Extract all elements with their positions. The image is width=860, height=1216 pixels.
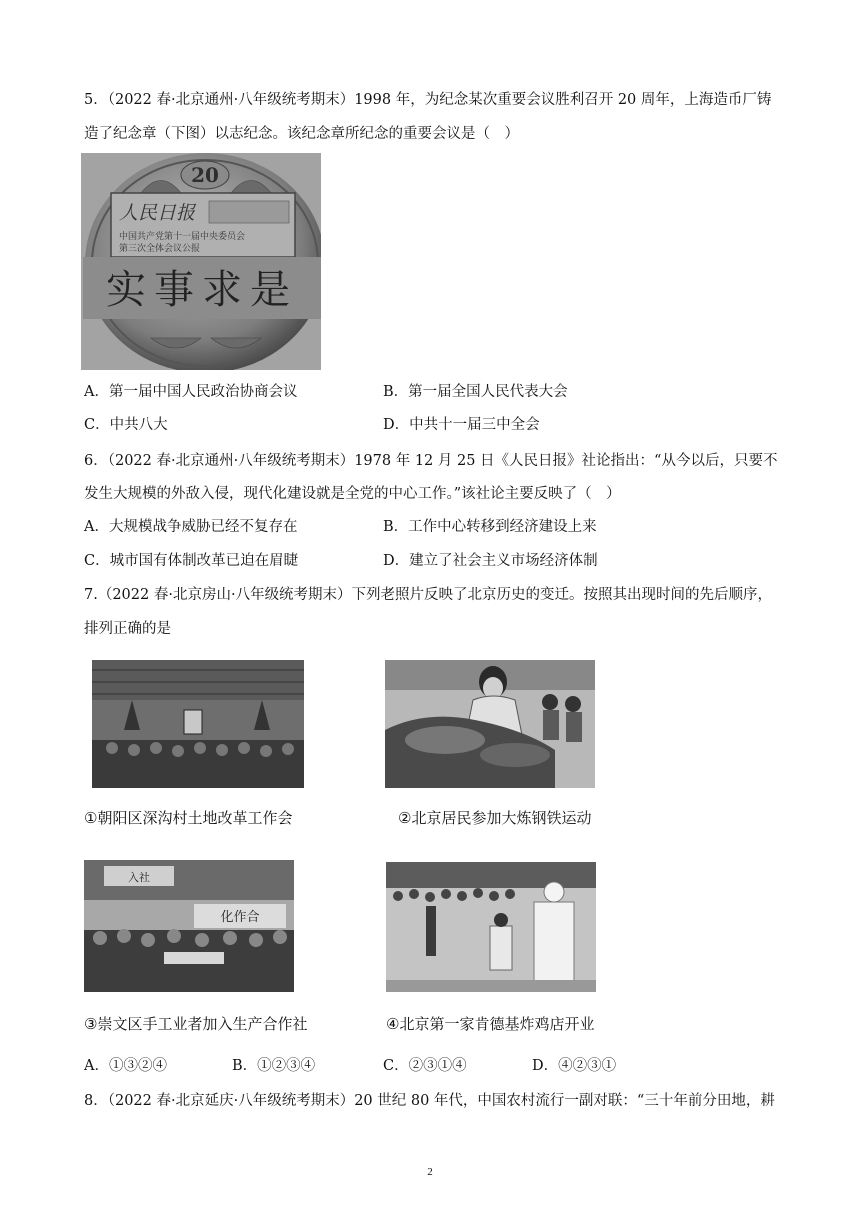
q5-medal-photo bbox=[81, 153, 321, 370]
medal-motto: 实事求是 bbox=[106, 267, 298, 313]
q5-option-d[interactable]: D．中共十一届三中全会 bbox=[383, 417, 540, 433]
q7-stem-line1: 7.（2022 春·北京房山·八年级统考期末）下列老照片反映了北京历史的变迁。按照其出现时间的先后顺序， bbox=[84, 587, 773, 603]
q7-option-a[interactable]: A．①③②④ bbox=[84, 1058, 167, 1074]
q6-stem-line1: 6．（2022 春·北京通州·八年级统考期末）1978 年 12 月 25 日《人民日报》社论指出：“从今以后，只要不 bbox=[84, 453, 778, 469]
q5-option-a[interactable]: A．第一届中国人民政治协商会议 bbox=[84, 384, 298, 400]
q7-photo-3-caption: ③崇文区手工业者加入生产合作社 bbox=[84, 1015, 308, 1033]
medal-number: 20 bbox=[191, 163, 219, 187]
q7-photo-4 bbox=[386, 862, 596, 992]
q6-option-b[interactable]: B．工作中心转移到经济建设上来 bbox=[383, 519, 597, 535]
q6-stem-line2: 发生大规模的外敌入侵，现代化建设就是全党的中心工作。”该社论主要反映了（ ） bbox=[84, 486, 621, 502]
q7-option-c[interactable]: C．②③①④ bbox=[383, 1058, 467, 1074]
q7-option-d[interactable]: D．④②③① bbox=[532, 1058, 617, 1074]
medal-illustration bbox=[81, 153, 321, 370]
q6-option-a[interactable]: A．大规模战争威胁已经不复存在 bbox=[84, 519, 298, 535]
q8-stem-line1: 8．（2022 春·北京延庆·八年级统考期末）20 世纪 80 年代，中国农村流行一副对联：“三十年前分田地，耕 bbox=[84, 1093, 775, 1109]
q5-option-c[interactable]: C．中共八大 bbox=[84, 417, 168, 433]
q7-photo-3 bbox=[84, 860, 294, 992]
photo-4-illustration bbox=[386, 862, 596, 992]
page-number: 2 bbox=[427, 1166, 433, 1178]
q5-stem-line2: 造了纪念章（下图）以志纪念。该纪念章所纪念的重要会议是（ ） bbox=[84, 126, 519, 142]
q7-photo-1 bbox=[92, 660, 304, 788]
medal-headline-line2: 第三次全体会议公报 bbox=[119, 244, 201, 254]
q6-option-c[interactable]: C．城市国有体制改革已迫在眉睫 bbox=[84, 553, 299, 569]
photo-2-illustration bbox=[385, 660, 595, 788]
q6-option-d[interactable]: D．建立了社会主义市场经济体制 bbox=[383, 553, 598, 569]
photo-3-illustration bbox=[84, 860, 294, 992]
photo-3-sign-2: 化作合 bbox=[220, 910, 260, 925]
q7-photo-2-caption: ②北京居民参加大炼钢铁运动 bbox=[398, 809, 592, 827]
photo-3-sign-1: 入社 bbox=[128, 871, 150, 884]
q7-photo-4-caption: ④北京第一家肯德基炸鸡店开业 bbox=[386, 1015, 595, 1033]
q7-photo-1-caption: ①朝阳区深沟村土地改革工作会 bbox=[84, 809, 293, 827]
medal-headline-line1: 中国共产党第十一届中央委员会 bbox=[119, 232, 246, 242]
q7-photo-2 bbox=[385, 660, 595, 788]
q7-stem-line2: 排列正确的是 bbox=[84, 621, 171, 637]
q5-option-b[interactable]: B．第一届全国人民代表大会 bbox=[383, 384, 568, 400]
q5-stem-line1: 5．（2022 春·北京通州·八年级统考期末）1998 年，为纪念某次重要会议胜利召开 20 周年，上海造币厂铸 bbox=[84, 92, 772, 108]
photo-1-illustration bbox=[92, 660, 304, 788]
medal-newspaper-title: 人民日报 bbox=[119, 202, 196, 224]
q7-option-b[interactable]: B．①②③④ bbox=[232, 1058, 316, 1074]
